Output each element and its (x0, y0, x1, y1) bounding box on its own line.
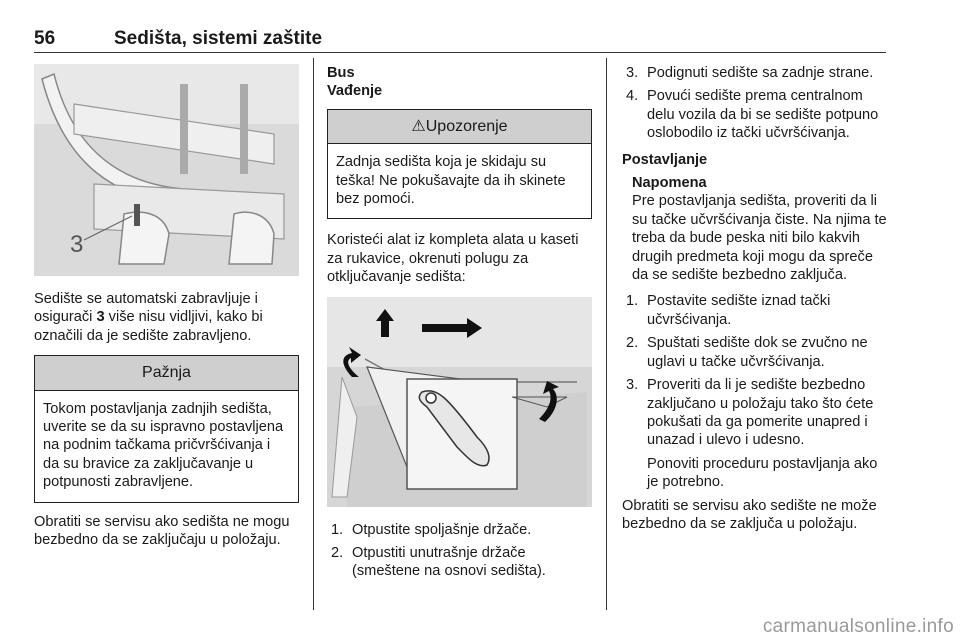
warning-box (327, 109, 592, 220)
outro-paragraph: Obratiti se servisu ako sedište ne može bezbedno da se zaključa u položaju. (622, 497, 877, 532)
list-item (622, 376, 887, 491)
section-heading: Bus (327, 65, 355, 81)
note-block (622, 174, 887, 284)
intro-text: Sedište se automatski zabravljuje i osigurači (34, 291, 258, 326)
step-text: Povući sedište prema centralnom delu vozila da bi se sedište potpuno oslobodilo iz tački učvršćivanja. (647, 88, 879, 142)
list-item (327, 521, 592, 539)
warning-triangle-icon: ⚠ (411, 117, 426, 135)
step-number: 3. (626, 377, 639, 394)
installation-heading: Postavljanje (622, 151, 708, 168)
step-text: Podignuti sedište sa zadnje strane. (647, 65, 874, 81)
step-text: Postavite sedište iznad tački učvršćivanja. (647, 293, 831, 328)
list-item (622, 292, 887, 329)
step-number: 1. (331, 521, 344, 538)
warning-body: Zadnja sedišta koja je skidaju su teška! Ne pokušavajte da ih skinete bez pomoći. (336, 154, 566, 208)
warning-header (328, 110, 591, 144)
caution-title: Pažnja (35, 356, 298, 390)
removal-steps (327, 521, 592, 581)
step-text: Spuštati sedište dok se zvučno ne uglavi u tačke učvršćivanja. (647, 335, 868, 370)
step-number: 4. (626, 88, 639, 105)
outro-paragraph: Obratiti se servisu ako sedišta ne mogu bezbedno da se zaključaju u položaju. (34, 513, 290, 549)
column-3 (622, 64, 887, 533)
step-note: Ponoviti proceduru postavljanja ako je potrebno. (647, 455, 878, 491)
caution-body: Tokom postavljanja zadnjih sedišta, uverite se da su ispravno postavljena na podnim tačkama pričvršćivanja i da su bravice za zaključavanje u potpunosti zabravljene. (43, 400, 284, 491)
step-text: Proveriti da li je sedište bezbedno zaključano u položaju tako što ćete pokušati da ga pomerite unapred i unazad i ulevo i udesno. (647, 377, 874, 449)
instruction-paragraph: Koristeći alat iz kompleta alata u kaseti za rukavice, okrenuti polugu za otključavanje sedišta: (327, 232, 579, 286)
note-title: Napomena (632, 175, 707, 192)
step-number: 3. (626, 65, 639, 81)
release-lever-illustration (327, 297, 592, 507)
intro-text-rest: više nisu vidljivi, kako bi označili da je sedište zabravljeno. (34, 309, 263, 344)
seat-latch-illustration (34, 64, 299, 276)
list-item (622, 64, 887, 82)
step-number: 2. (626, 335, 639, 352)
column-1 (34, 64, 299, 549)
intro-callout-ref: 3 (96, 309, 105, 326)
list-item (622, 87, 887, 142)
header-rule (34, 52, 886, 53)
column-divider (606, 58, 607, 610)
page-number: 56 (34, 28, 56, 49)
section-subheading: Vađenje (327, 83, 383, 100)
intro-paragraph (34, 290, 299, 345)
warning-title: Upozorenje (425, 117, 508, 135)
installation-steps (622, 292, 887, 491)
watermark: carmanualsonline.info (762, 616, 954, 637)
column-divider (313, 58, 314, 610)
removal-steps-continued (622, 64, 887, 143)
list-item (622, 334, 887, 371)
seat-latch-drawing (34, 64, 299, 276)
page-title: Sedišta, sistemi zaštite (114, 28, 323, 49)
note-body: Pre postavljanja sedišta, proveriti da li su tačke učvršćivanja čiste. Na njima te treba da bude peska niti bilo kakvih drugih predmeta koji mogu da spreče da se sedište bezbedno zaključa. (632, 193, 887, 284)
release-lever-drawing (327, 297, 592, 507)
step-text: Otpustite spoljašnje držače. (352, 521, 532, 538)
step-number: 1. (626, 293, 639, 310)
column-2 (327, 64, 592, 586)
list-item (327, 544, 592, 581)
caution-box (34, 355, 299, 502)
step-number: 2. (331, 545, 344, 562)
step-text: Otpustiti unutrašnje držače (smeštene na osnovi sedišta). (352, 545, 546, 580)
figure-callout-3: 3 (70, 231, 84, 258)
